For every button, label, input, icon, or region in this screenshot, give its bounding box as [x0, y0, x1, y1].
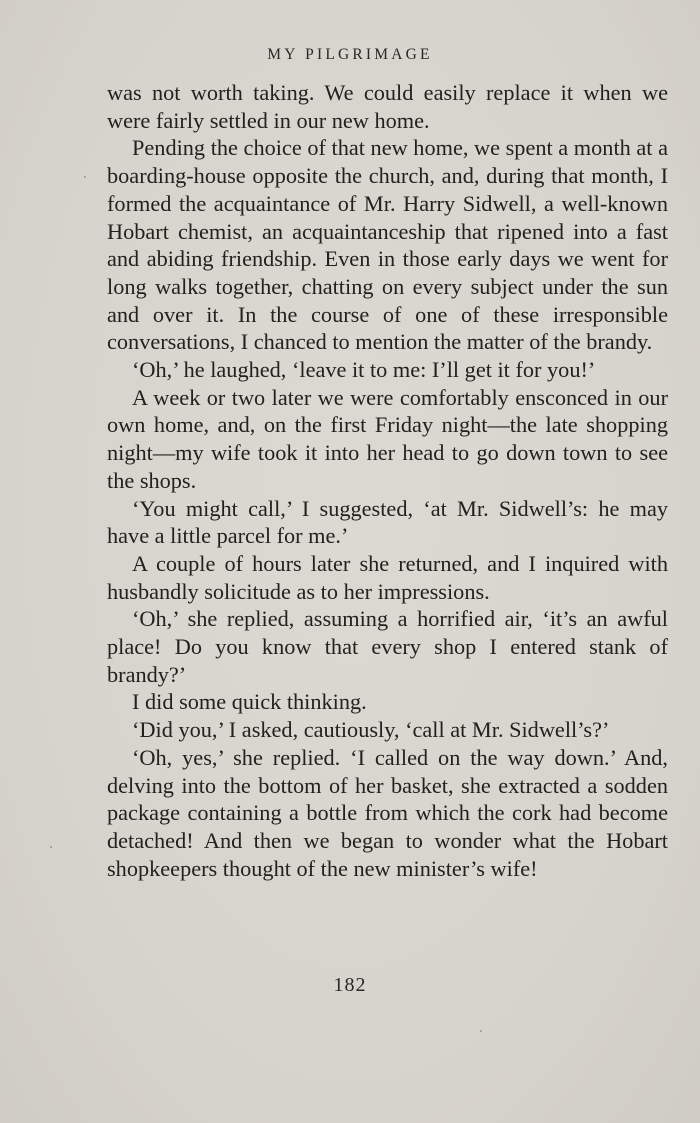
paragraph: ‘Oh,’ she replied, assuming a horrified air, ‘it’s an awful place! Do you know that every shop I entered stank of brandy?’	[107, 606, 668, 687]
paragraph: ‘Did you,’ I asked, cautiously, ‘call at Mr. Sidwell’s?’	[132, 717, 610, 743]
page-number: 182	[333, 974, 367, 996]
paragraph: I did some quick thinking.	[132, 689, 367, 715]
paragraph: Pending the choice of that new home, we spent a month at a boarding-house opposite the church, and, during that month, I formed the acquaintance of Mr. Harry Sidwell, a well-known Hobart chemist, an acquaintanceship that ripened into a fast and abiding friendship. Even in those early days we went for long walks together, chatting on every subject under the sun and over it. In the course of one of these irresponsible conversations, I chanced to mention the matter of the brandy.	[107, 135, 668, 355]
body-text	[107, 79, 668, 882]
paragraph: ‘You might call,’ I suggested, ‘at Mr. Sidwell’s: he may have a little parcel for me.’	[107, 495, 668, 549]
paper-speck	[480, 1030, 482, 1032]
paper-speck	[50, 846, 52, 848]
paragraph: was not worth taking. We could easily replace it when we were fairly settled in our new home.	[107, 80, 668, 133]
paragraph: ‘Oh,’ he laughed, ‘leave it to me: I’ll get it for you!’	[132, 357, 596, 383]
paragraph: A couple of hours later she returned, and I inquired with husbandly solicitude as to her impressions.	[107, 550, 668, 604]
running-head: MY PILGRIMAGE	[267, 46, 433, 63]
paper-speck	[84, 176, 86, 178]
paragraph: ‘Oh, yes,’ she replied. ‘I called on the way down.’ And, delving into the bottom of her basket, she extracted a sodden package containing a bottle from which the cork had become detached! And then we began to wonder what the Hobart shopkeepers thought of the new minister’s wife!	[107, 744, 668, 881]
paragraph: A week or two later we were comfortably ensconced in our own home, and, on the first Friday night—the late shopping night—my wife took it into her head to go down town to see the shops.	[107, 384, 668, 493]
